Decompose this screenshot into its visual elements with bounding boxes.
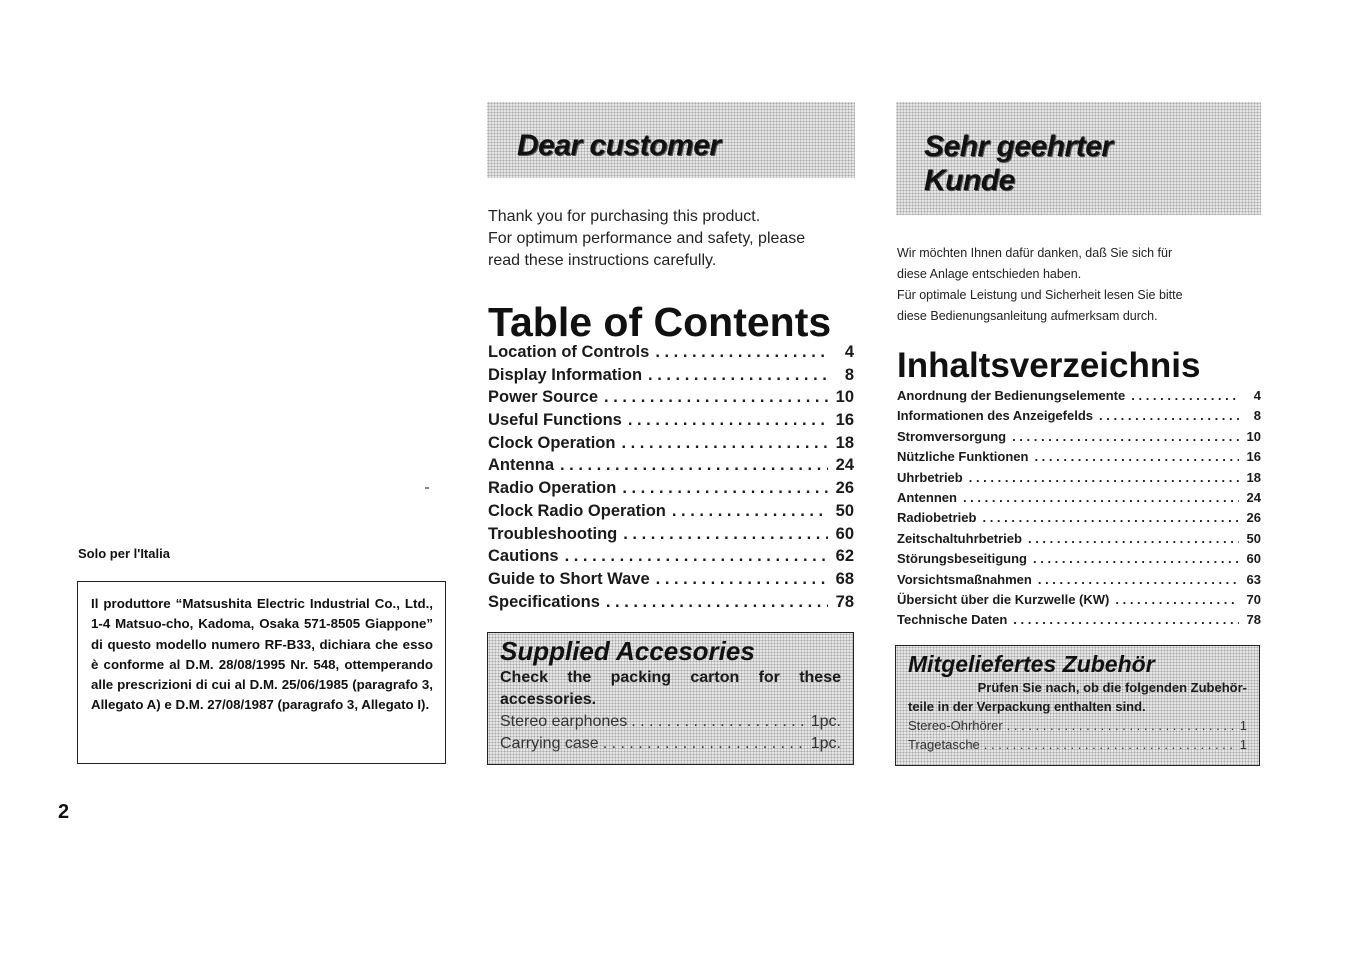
toc-leader: [1012, 427, 1239, 447]
toc-entry-label: Useful Functions: [488, 411, 622, 430]
mitgeliefertes-zubehoer-intro: teile in der Verpackung enthalten sind.: [908, 699, 1146, 714]
accessory-item: [500, 733, 841, 755]
toc-entry-page: 63: [1246, 571, 1261, 587]
toc-leader: [1038, 570, 1239, 590]
german-toc-list: [897, 386, 1261, 631]
toc-entry: [897, 447, 1261, 467]
toc-entry-label: Anordnung der Bedienungselemente: [897, 388, 1126, 403]
accessory-qty: 1: [1239, 737, 1247, 752]
toc-entry-label: Technische Daten: [897, 612, 1008, 628]
toc-entry-page: 26: [835, 479, 854, 498]
toc-entry-label: Cautions: [488, 547, 559, 566]
toc-entry-page: 8: [1253, 408, 1261, 424]
toc-entry-page: 60: [1246, 551, 1261, 567]
toc-leader: [604, 386, 828, 409]
toc-entry-page: 24: [1246, 489, 1261, 505]
toc-entry-label: Display Information: [488, 365, 643, 384]
toc-entry-page: 60: [835, 524, 854, 543]
german-intro: [897, 243, 1263, 327]
dear-customer-title: Dear customer: [517, 129, 721, 162]
toc-leader: [621, 432, 828, 455]
toc-entry: [488, 568, 854, 591]
page-number: 2: [58, 801, 70, 823]
toc-entry-label: Informationen des Anzeigefelds: [897, 408, 1093, 424]
accessory-label: Tragetasche: [908, 737, 980, 752]
accessory-item: [500, 711, 841, 733]
supplied-accessories-intro: Check the packing carton for these: [500, 669, 841, 686]
toc-entry: [897, 570, 1261, 590]
supplied-accessories-title: Supplied Accesories: [500, 636, 755, 666]
supplied-accessories-box: [487, 632, 854, 765]
toc-entry: [897, 549, 1261, 569]
toc-entry-label: Störungsbeseitigung: [897, 551, 1027, 567]
toc-entry-page: 10: [835, 388, 854, 407]
dear-customer-banner: [487, 102, 855, 178]
toc-entry-label: Location of Controls: [488, 343, 650, 361]
mitgeliefertes-zubehoer-box: [895, 645, 1260, 766]
english-intro-line: For optimum performance and safety, please: [488, 230, 806, 247]
toc-entry-label: Radiobetrieb: [897, 510, 977, 526]
toc-leader: [1013, 610, 1239, 630]
toc-entry-label: Specifications: [488, 592, 600, 611]
toc-entry-page: 78: [835, 592, 854, 611]
toc-entry-page: 4: [844, 343, 854, 361]
inhaltsverzeichnis-title: Inhaltsverzeichnis: [897, 346, 1201, 385]
table-of-contents-title: Table of Contents: [488, 299, 832, 345]
supplied-accessories-intro: accessories.: [500, 691, 597, 708]
german-intro-line: Für optimale Leistung und Sicherheit lesen Sie bitte: [897, 288, 1183, 302]
accessory-leader: [631, 711, 807, 733]
toc-leader: [672, 500, 828, 523]
toc-entry: [897, 406, 1261, 426]
toc-leader: [1099, 406, 1239, 426]
sehr-geehrter-kunde-title-line: Sehr geehrter: [924, 130, 1113, 163]
toc-entry-label: Power Source: [488, 388, 599, 407]
accessory-qty: 1: [1239, 718, 1247, 733]
toc-entry: [488, 432, 854, 455]
toc-entry: [488, 364, 854, 387]
toc-entry-label: Clock Operation: [488, 433, 616, 452]
toc-entry-label: Nützliche Funktionen: [897, 449, 1029, 465]
accessory-qty: 1pc.: [810, 735, 841, 752]
toc-leader: [963, 488, 1239, 508]
toc-entry-label: Clock Radio Operation: [488, 501, 666, 520]
english-intro-line: read these instructions carefully.: [488, 252, 717, 269]
toc-entry-page: 16: [1246, 449, 1261, 465]
accessory-item: [908, 735, 1247, 754]
toc-entry-label: Radio Operation: [488, 479, 617, 498]
toc-entry: [897, 488, 1261, 508]
toc-entry: [488, 523, 854, 546]
toc-entry: [897, 529, 1261, 549]
toc-entry-label: Uhrbetrieb: [897, 469, 963, 485]
accessory-leader: [984, 735, 1236, 754]
sehr-geehrter-kunde-banner: [896, 102, 1261, 215]
toc-leader: [1115, 590, 1239, 610]
toc-entry: [897, 386, 1261, 406]
toc-entry: [488, 591, 854, 614]
toc-entry-page: 16: [835, 411, 854, 430]
toc-leader: [969, 468, 1239, 488]
toc-entry-label: Übersicht über die Kurzwelle (KW): [897, 591, 1110, 607]
toc-entry-page: 26: [1246, 510, 1261, 526]
toc-leader: [560, 454, 828, 477]
toc-leader: [648, 364, 828, 387]
toc-leader: [565, 545, 828, 568]
toc-entry-page: 50: [1246, 530, 1261, 546]
toc-entry-page: 50: [835, 501, 854, 520]
toc-leader: [656, 568, 828, 591]
toc-entry-page: 62: [835, 547, 854, 566]
accessory-label: Stereo earphones: [500, 713, 628, 730]
toc-leader: [606, 591, 828, 614]
toc-leader: [1131, 386, 1239, 406]
toc-entry: [488, 477, 854, 500]
english-intro: [488, 206, 856, 272]
italy-heading: Solo per l'Italia: [78, 546, 170, 561]
toc-entry: [897, 610, 1261, 630]
toc-leader: [655, 341, 828, 364]
mitgeliefertes-zubehoer-title: Mitgeliefertes Zubehör: [908, 651, 1155, 677]
toc-entry: [488, 386, 854, 409]
toc-entry-label: Vorsichtsmaßnahmen: [897, 571, 1032, 587]
english-intro-line: Thank you for purchasing this product.: [488, 208, 761, 225]
italy-compliance-notice: Il produttore “Matsushita Electric Industrial Co., Ltd., 1-4 Matsuo-cho, Kadoma, Osaka 571-8505 Giappone” di questo modello numero RF-B33, dichiara che esso è conforme al D.M. 28/08/1995 Nr. 548, ottemperando alle prescrizioni di cui al D.M. 25/06/1985 (paragrafo 3, Allegato A) e D.M. 27/08/1987 (paragrafo 3, Allegato I).: [77, 581, 446, 764]
toc-entry: [488, 545, 854, 568]
accessory-label: Stereo-Ohrhörer: [908, 718, 1003, 733]
toc-entry-label: Antennen: [897, 489, 957, 505]
toc-leader: [628, 409, 828, 432]
accessory-item: [908, 716, 1247, 735]
toc-entry: [897, 427, 1261, 447]
toc-entry: [897, 590, 1261, 610]
toc-entry-page: 4: [1253, 388, 1261, 403]
toc-leader: [982, 508, 1239, 528]
german-intro-line: diese Anlage entschieden haben.: [897, 267, 1082, 281]
toc-entry-label: Antenna: [488, 456, 554, 475]
english-toc-list: [488, 341, 854, 613]
toc-leader: [623, 523, 828, 546]
toc-entry: [488, 341, 854, 364]
toc-leader: [1034, 447, 1239, 467]
toc-leader: [1028, 529, 1239, 549]
mitgeliefertes-zubehoer-intro: Prüfen Sie nach, ob die folgenden Zubehör-: [977, 680, 1247, 695]
accessory-leader: [1007, 716, 1236, 735]
accessory-leader: [603, 733, 807, 755]
toc-leader: [622, 477, 828, 500]
accessory-qty: 1pc.: [810, 713, 841, 730]
german-intro-line: Wir möchten Ihnen dafür danken, daß Sie sich für: [897, 246, 1173, 260]
toc-entry-page: 8: [844, 365, 854, 384]
toc-entry: [897, 468, 1261, 488]
toc-entry-page: 78: [1246, 612, 1261, 628]
sehr-geehrter-kunde-title-line: Kunde: [924, 164, 1015, 197]
toc-entry-page: 24: [835, 456, 854, 475]
stray-mark: [425, 487, 429, 489]
toc-entry-page: 68: [835, 569, 854, 588]
toc-entry-page: 70: [1246, 591, 1261, 607]
toc-entry: [897, 508, 1261, 528]
toc-entry-label: Troubleshooting: [488, 524, 618, 543]
german-intro-line: diese Bedienungsanleitung aufmerksam durch.: [897, 309, 1158, 323]
toc-entry-label: Guide to Short Wave: [488, 569, 650, 588]
toc-entry: [488, 500, 854, 523]
toc-entry-page: 18: [835, 433, 854, 452]
toc-entry-page: 18: [1246, 469, 1261, 485]
accessory-label: Carrying case: [500, 735, 599, 752]
toc-entry-label: Stromversorgung: [897, 428, 1007, 444]
toc-entry: [488, 454, 854, 477]
toc-entry: [488, 409, 854, 432]
toc-leader: [1033, 549, 1239, 569]
toc-entry-label: Zeitschaltuhrbetrieb: [897, 530, 1022, 546]
toc-entry-page: 10: [1246, 428, 1261, 444]
